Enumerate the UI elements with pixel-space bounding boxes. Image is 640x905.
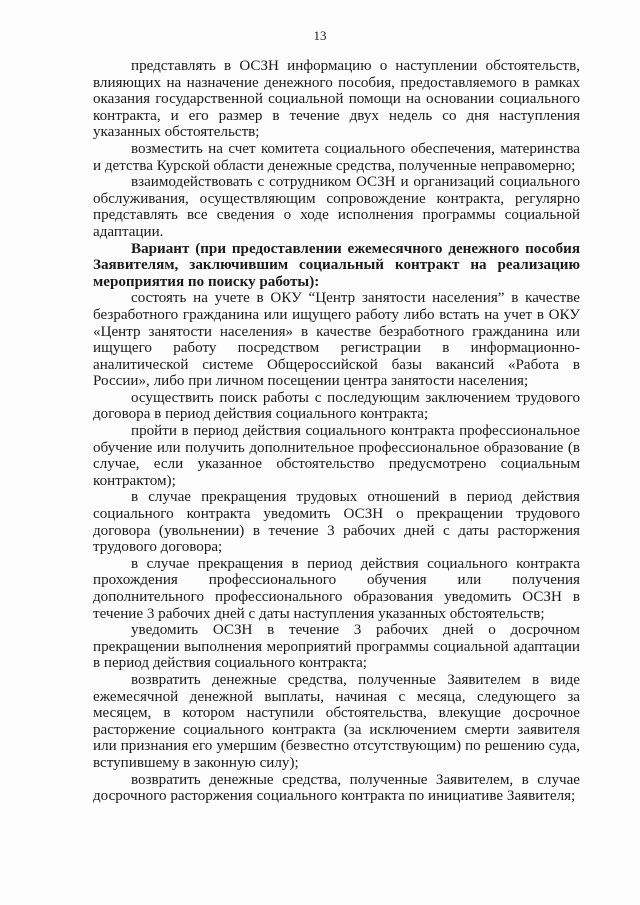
paragraph-job-search: осуществить поиск работы с последующим заключением трудового договора в период действия социального контракта; <box>93 389 580 423</box>
paragraph-refund-committee: возместить на счет комитета социального обеспечения, материнства и детства Курской области денежные средства, полученные неправомерно; <box>93 140 580 174</box>
document-body <box>93 58 580 805</box>
paragraph-cooperate: взаимодействовать с сотрудником ОСЗН и организаций социального обслуживания, осуществляющим сопровождение контракта, регулярно представлять все сведения о ходе исполнения программы социальной адаптации. <box>93 174 580 240</box>
paragraph-return-monthly-payments: возвратить денежные средства, полученные Заявителем в виде ежемесячной денежной выплаты, начиная с месяца, следующего за месяцем, в котором наступили обстоятельства, влекущие досрочное расторжение социального контракта (за исключением смерти заявителя или признания его умершим (безвестно отсутствующим) по решению суда, вступившему в законную силу); <box>93 671 580 771</box>
paragraph-register-employment-center: состоять на учете в ОКУ “Центр занятости населения” в качестве безработного гражданина или ищущего работу либо встать на учет в ОКУ «Центр занятости населения» в качестве безработного гражданина или ищущего работу посредством регистрации в информационно-аналитической системе Общероссийской базы вакансий «Работа в России», либо при личном посещении центра занятости населения; <box>93 290 580 390</box>
paragraph-notify-early-termination: уведомить ОСЗН в течение 3 рабочих дней о досрочном прекращении выполнения мероприятий программы социальной адаптации в период действия социального контракта; <box>93 622 580 672</box>
page-number: 13 <box>313 28 327 43</box>
paragraph-return-funds-initiative: возвратить денежные средства, полученные Заявителем, в случае досрочного расторжения социального контракта по инициативе Заявителя; <box>93 771 580 805</box>
paragraph-notify-dismissal: в случае прекращения трудовых отношений в период действия социального контракта уведомить ОСЗН о прекращении трудового договора (увольнении) в течение 3 рабочих дней с даты расторжения трудового договора; <box>93 489 580 556</box>
paragraph-variant-heading: Вариант (при предоставлении ежемесячного денежного пособия Заявителям, заключившим социальный контракт на реализацию мероприятия по поиску работы): <box>93 240 580 290</box>
paragraph-report-circumstances: представлять в ОСЗН информацию о наступлении обстоятельств, влияющих на назначение денежного пособия, предоставляемого в рамках оказания государственной социальной помощи на основании социального контракта, и его размер в течение двух недель со дня наступления указанных обстоятельств; <box>93 58 580 141</box>
paragraph-training: пройти в период действия социального контракта профессиональное обучение или получить дополнительное профессиональное образование (в случае, если указанное обстоятельство предусмотрено социальным контрактом); <box>93 423 580 489</box>
paragraph-notify-training-stop: в случае прекращения в период действия социального контракта прохождения профессионального обучения или получения дополнительного профессионального образования уведомить ОСЗН в течение 3 рабочих дней с даты наступления указанных обстоятельств; <box>93 555 580 622</box>
